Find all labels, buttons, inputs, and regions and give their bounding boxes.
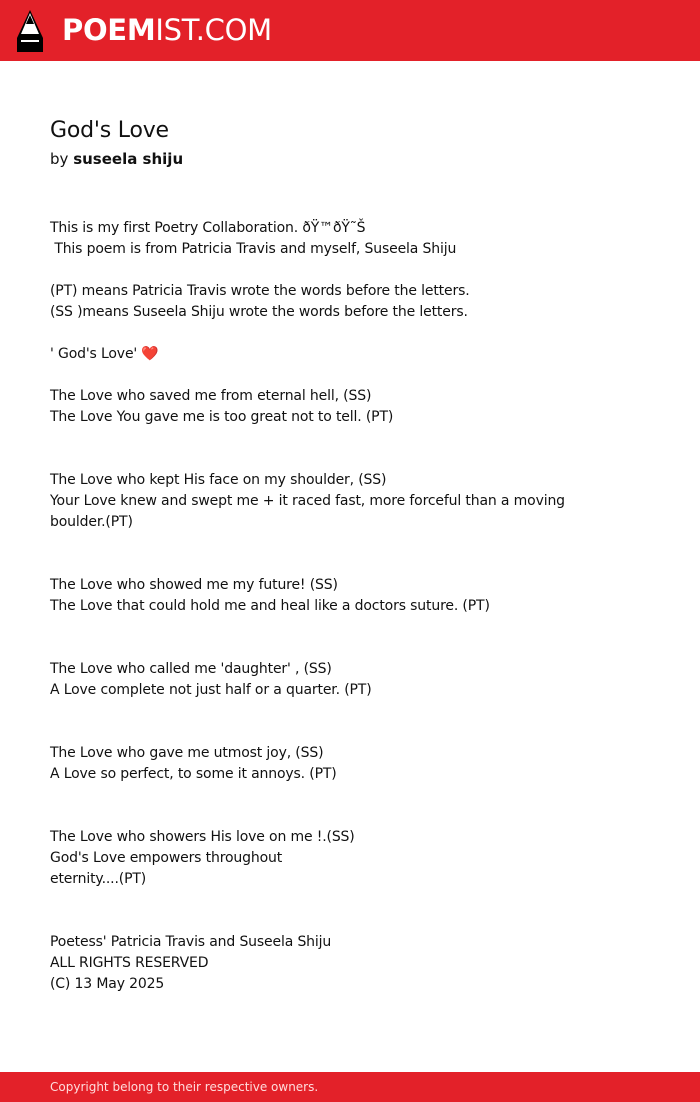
poem-line: This poem is from Patricia Travis and myself, Suseela Shiju (50, 241, 457, 257)
author-name[interactable]: suseela shiju (73, 150, 184, 168)
poem-line: The Love who showers His love on me !.(SS) (50, 829, 355, 845)
poem-line: A Love so perfect, to some it annoys. (PT) (50, 766, 337, 782)
poem-line (50, 617, 610, 638)
poem-line: Your Love knew and swept me + it raced fast, more forceful than a moving boulder.(PT) (50, 493, 570, 530)
poem-line (50, 806, 610, 827)
poem-line: The Love who gave me utmost joy, (SS) (50, 745, 324, 761)
poem-line (50, 785, 610, 806)
byline (50, 147, 610, 171)
poem-title: God's Love (50, 118, 169, 143)
poem-line: The Love You gave me is too great not to tell. (PT) (50, 409, 394, 425)
by-label: by (50, 150, 69, 168)
poem-line: ' God's Love' ❤️ (50, 346, 159, 362)
copyright-text: Copyright belong to their respective owners. (50, 1080, 319, 1094)
poem-line: This is my first Poetry Collaboration. ðŸ™ðŸ˜Š (50, 220, 366, 236)
poem-line: The Love that could hold me and heal like a doctors suture. (PT) (50, 598, 490, 614)
logo-light-text: IST.COM (155, 13, 272, 47)
site-footer (0, 1072, 700, 1102)
poem-line (50, 428, 610, 449)
poem-line: Poetess' Patricia Travis and Suseela Shiju (50, 934, 332, 950)
poem-line (50, 323, 610, 344)
poem-line: The Love who showed me my future! (SS) (50, 577, 338, 593)
poem-line (50, 701, 610, 722)
poem-line: A Love complete not just half or a quarter. (PT) (50, 682, 372, 698)
poem-line (50, 449, 610, 470)
poem-line: (SS )means Suseela Shiju wrote the words before the letters. (50, 304, 468, 320)
poem-line: eternity....(PT) (50, 871, 147, 887)
pencil-logo-icon[interactable] (17, 10, 43, 52)
poem-line (50, 890, 610, 911)
poem-line: The Love who saved me from eternal hell, (SS) (50, 388, 372, 404)
poem-line: God's Love empowers throughout (50, 850, 283, 866)
poem-line: (C) 13 May 2025 (50, 976, 165, 992)
poem-line: The Love who called me 'daughter' , (SS) (50, 661, 332, 677)
site-logo[interactable] (62, 11, 272, 49)
poem-line: ALL RIGHTS RESERVED (50, 955, 209, 971)
poem-line (50, 638, 610, 659)
poem-line: (PT) means Patricia Travis wrote the words before the letters. (50, 283, 470, 299)
poem-line (50, 554, 610, 575)
poem-line (50, 911, 610, 932)
poem-header (50, 115, 610, 171)
site-header (0, 0, 700, 61)
poem-line (50, 722, 610, 743)
poem-line (50, 533, 610, 554)
poem-line (50, 365, 610, 386)
poem-line: The Love who kept His face on my shoulder, (SS) (50, 472, 387, 488)
poem-line (50, 260, 610, 281)
logo-bold-text: POEM (62, 13, 156, 47)
poem-body (50, 218, 610, 995)
